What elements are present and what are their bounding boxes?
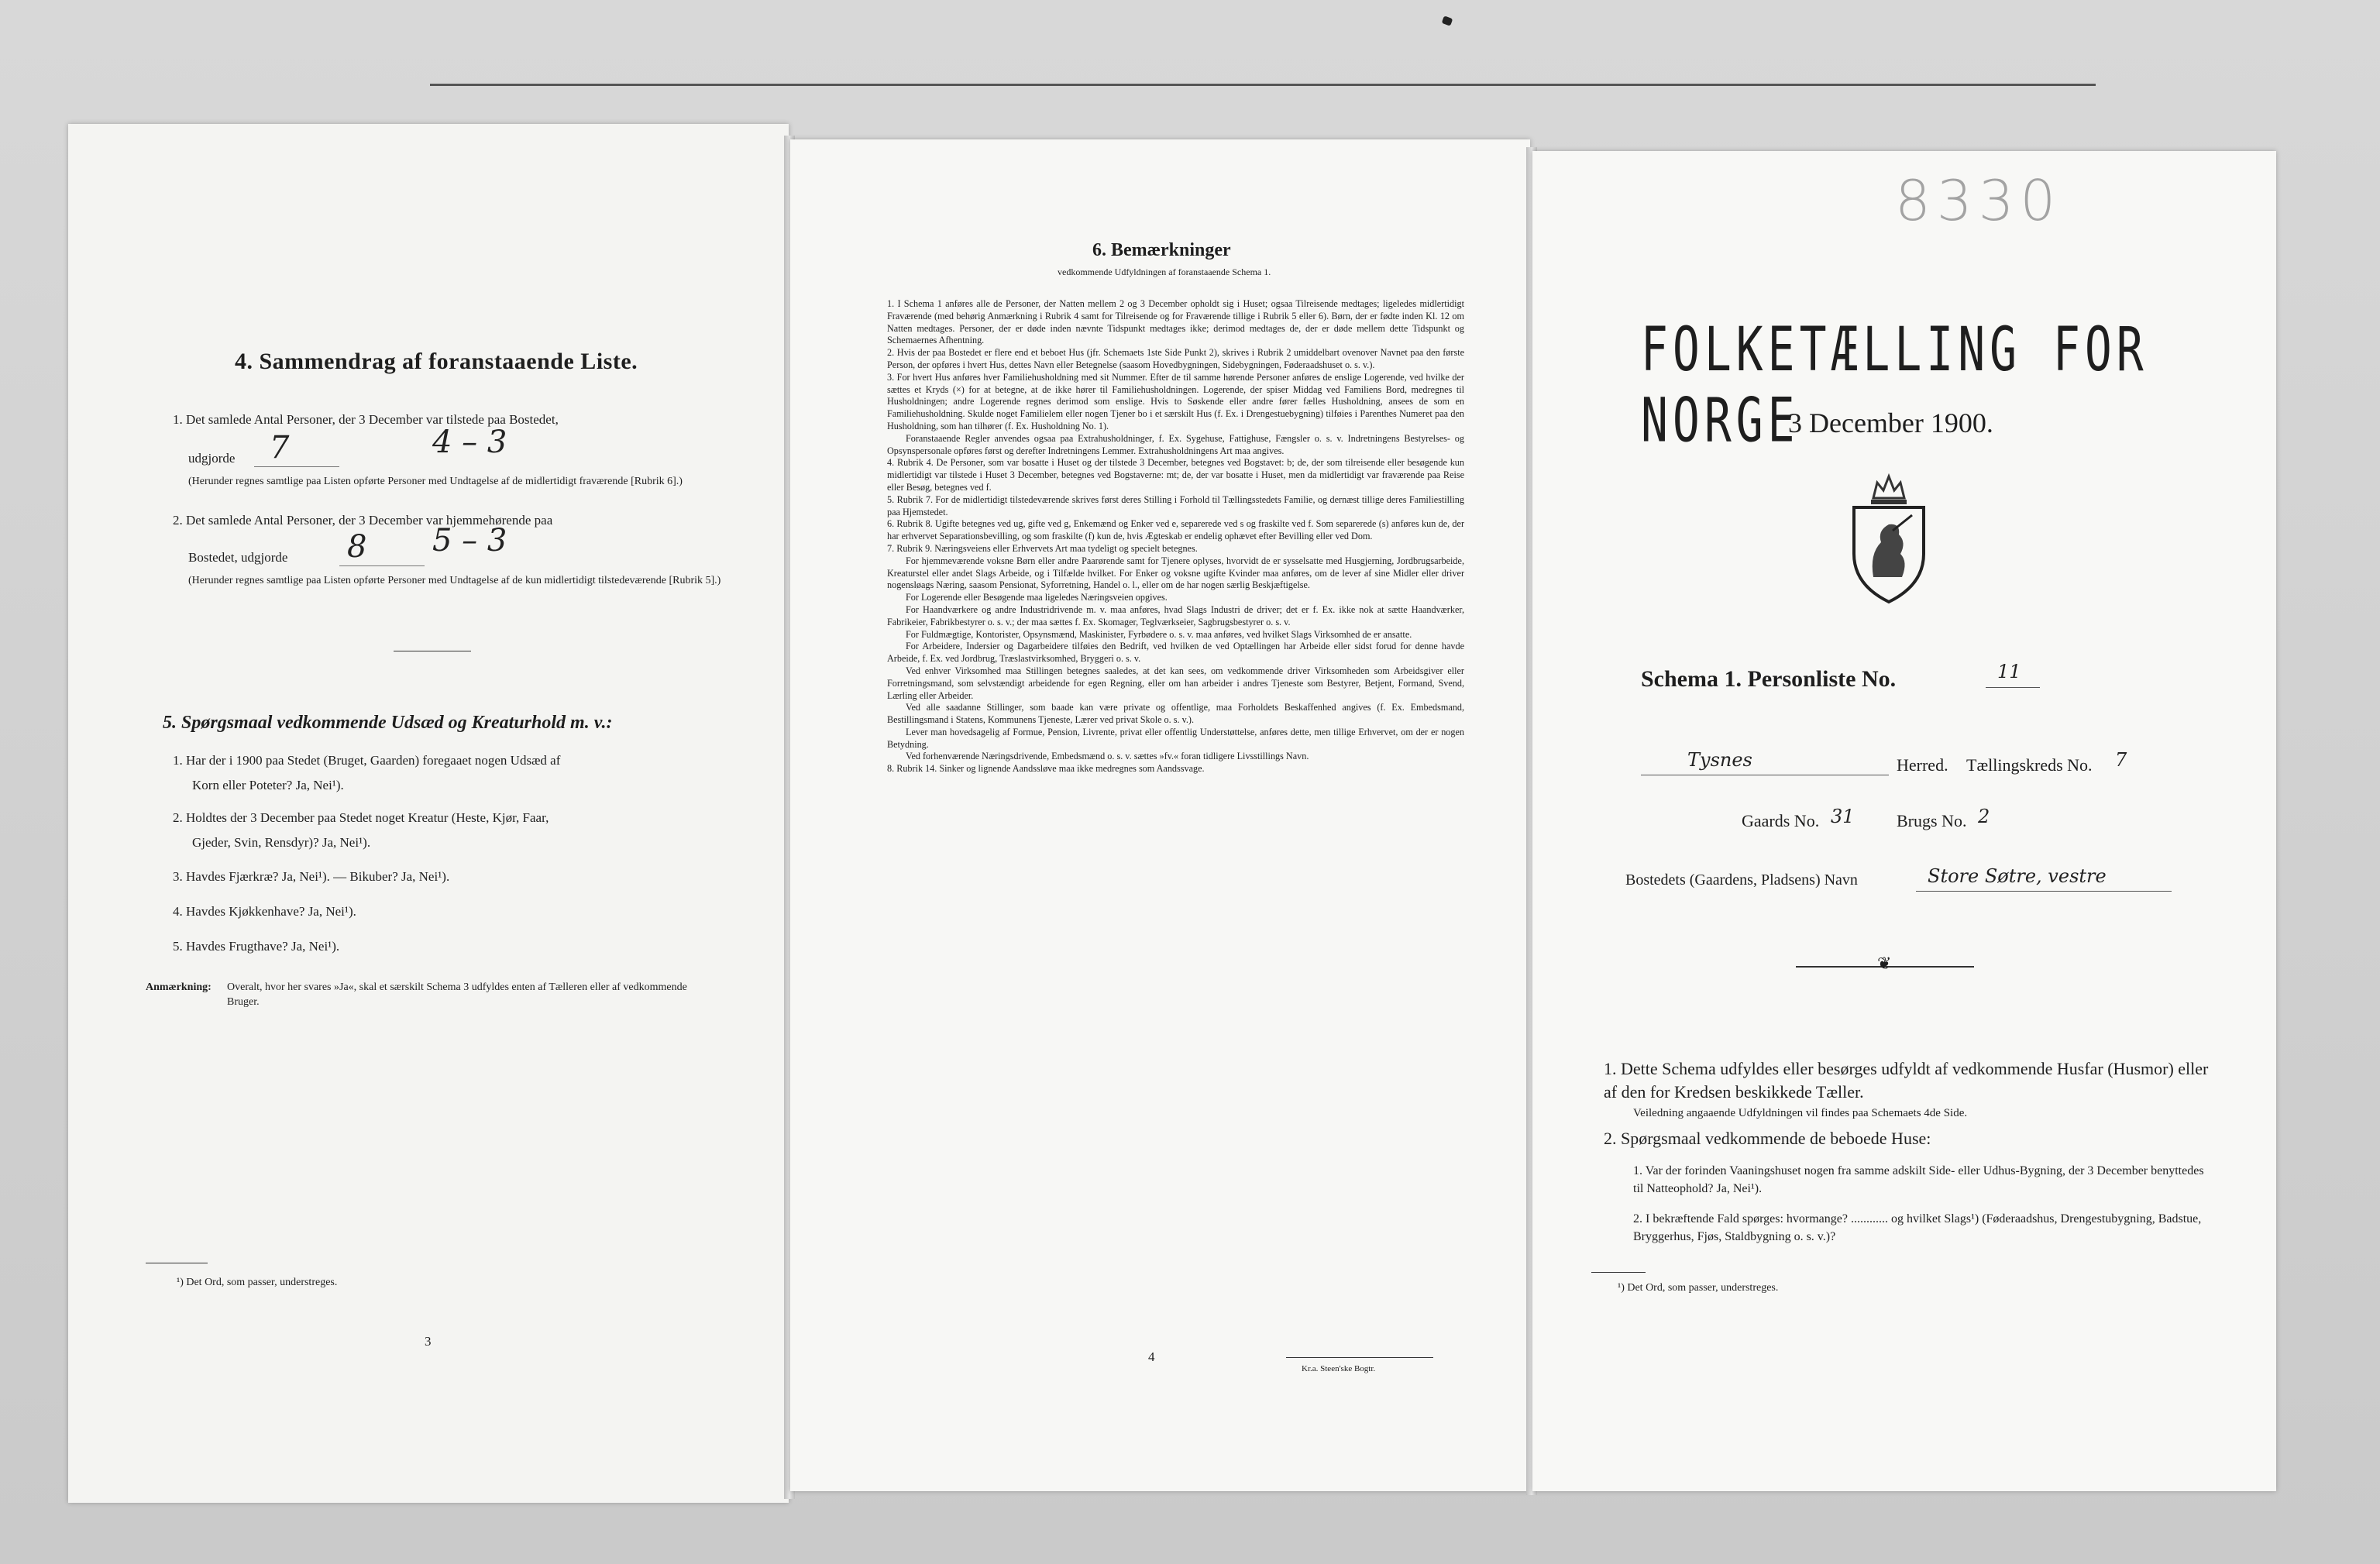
brugs-label: Brugs No.	[1897, 811, 1967, 830]
item2-text: 2. Det samlede Antal Personer, der 3 December var hjemmehørende paa	[173, 513, 553, 528]
left-page	[68, 124, 789, 1503]
page-number: 4	[1148, 1349, 1155, 1364]
remark-6: 6. Rubrik 8. Ugifte betegnes ved ug, gifte ved g, Enkemænd og Enker ved e, separerede ved s og fraskilte ved f. Som separerede (s) anføres kun de, der har erhvervet Separationsbevilling, og som fraskilte (f) kun de, hvis Ægteskab er endelig ophævet efter Bevilling eller ved Dom.	[887, 518, 1464, 542]
remark-7e: For Arbeidere, Indersier og Dagarbeidere tilføies den Bedrift, ved hvilken de ved Optællingen har Arbeide eller sidst forud for denne havde Arbeide, f. Ex. ved Jordbrug, Træslastvirksomhed, Bryggeri o. s. v.	[887, 641, 1464, 665]
item1-prefix: udgjorde	[188, 451, 236, 466]
q2-line-a: 2. Holdtes der 3 December paa Stedet noget Kreatur (Heste, Kjør, Faar,	[173, 810, 549, 825]
item1-note: (Herunder regnes samtlige paa Listen opførte Personer med Undtagelse af de midlertidigt fraværende [Rubrik 6].)	[188, 476, 683, 487]
item2-hand: 5 – 3	[432, 523, 507, 559]
remark-7f: Ved enhver Virksomhed maa Stillingen betegnes saaledes, at det kan sees, om vedkommende driver Virksomheden som Arbeidsgiver eller Forretningsmand, som selvstændigt arbeidende for egen Regning, eller om han arbeider i andres Tjeneste som Bestyrer, Betjent, Formand, Svend, Lærling eller Arbeider.	[887, 665, 1464, 701]
q5-line: 5. Havdes Frugthave? Ja, Nei¹).	[173, 939, 340, 954]
remark-7a: For hjemmeværende voksne Børn eller andre Paarørende samt for Tjenere oplyses, hvorvidt de er sysselsatte med Husgjerning, Jordbrugsarbeide, Kreaturstel eller andet Slags Arbeide, og i Tilfælde hvilket. For Enker og voksne ugifte Kvinder maa anføres, om de lever af sine Midler eller driver nogensløags Næring, saasom Pensionat, Syforretning, Handel o. l., eller om de har nogen særlig Beskjæftigelse.	[887, 555, 1464, 591]
ornament-icon: ❦	[1877, 954, 1892, 973]
remark-label: Anmærkning:	[146, 981, 212, 993]
item1-text: 1. Det samlede Antal Personer, der 3 December var tilstede paa Bostedet,	[173, 412, 559, 427]
gaards-value: 31	[1831, 806, 1855, 827]
item1-dotline	[254, 466, 339, 467]
remarks-body	[887, 298, 1464, 775]
point1-guidance: Veiledning angaaende Udfyldningen vil findes paa Schemaets 4de Side.	[1633, 1107, 1968, 1119]
herred-label: Herred.	[1897, 755, 1948, 775]
gaards-label: Gaards No.	[1742, 811, 1820, 830]
remark-7: 7. Rubrik 9. Næringsveiens eller Erhvervets Art maa tydeligt og specielt betegnes.	[887, 542, 1198, 554]
remark-7h: Lever man hovedsagelig af Formue, Pension, Livrente, privat eller offentlig Understøttelse, anføres dette, men tillige Erhvervet, om der er nogen Betydning.	[887, 726, 1464, 750]
item1-value: 7	[270, 430, 290, 466]
personliste-number: 11	[1997, 661, 2021, 682]
remark-1: 1. I Schema 1 anføres alle de Personer, der Natten mellem 2 og 3 December opholdt sig i Huset; ogsaa Tilreisende medtages; ligeledes midlertidigt Fraværende (med behørig Anmærkning i Rubrik 4 samt for Tilreisende og for Fraværende tillige i Rubrik 5 eller 6). Børn, der er fødte inden Kl. 12 om Natten medtages. Personer, der er døde inden nævnte Tidspunkt medtages ikke; derimod medtages de, der er døde mellem dette Tidspunkt og Schemaernes Afhentning.	[887, 298, 1464, 346]
item2-note: (Herunder regnes samtlige paa Listen opførte Personer med Undtagelse af de kun midlertidigt tilstedeværende [Rubrik 5].)	[188, 575, 721, 586]
remark-3b: Foranstaaende Regler anvendes ogsaa paa Extrahusholdninger, f. Ex. Sygehuse, Fattighuse, Fængsler o. s. v. Indretningens Bestyrelses- og Opsynspersonale opføres først og derefter Indretningens Lemmer. Extrahusholdningens Art maa angives.	[887, 432, 1464, 456]
remark-7d: For Fuldmægtige, Kontorister, Opsynsmænd, Maskinister, Fyrbødere o. s. v. maa anføres, ved hvilket Slags Virksomhed de er ansatte.	[906, 628, 1412, 640]
point2-1: 1. Var der forinden Vaaningshuset nogen fra samme adskilt Side- eller Udhus-Bygning, der 3 December benyttedes til Natteophold? Ja, Nei¹).	[1633, 1164, 2204, 1195]
footnote: ¹) Det Ord, som passer, understreges.	[1618, 1282, 1779, 1294]
remark-7c: For Haandværkere og andre Industridrivende m. v. maa anføres, hvad Slags Industri de driver; det er f. Ex. ikke nok at sætte Haandværker, Fabrikeier, Fabrikbestyrer o. s. v.; der maa sættes f. Ex. Skomager, Teglværkseier, Sagbrugsbestyrer o. s. v.	[887, 603, 1464, 627]
q4-line: 4. Havdes Kjøkkenhave? Ja, Nei¹).	[173, 904, 356, 919]
section4-title: 4. Sammendrag af foranstaaende Liste.	[235, 349, 638, 374]
remark-5: 5. Rubrik 7. For de midlertidigt tilstedeværende skrives først deres Stilling i Forhold til Tællingsstedets Familie, og dernæst tillige deres Familiestilling paa Hjemstedet.	[887, 493, 1464, 517]
page-number: 3	[425, 1334, 432, 1349]
kreds-value: 7	[2115, 749, 2127, 771]
q1-line-b: Korn eller Poteter? Ja, Nei¹).	[192, 778, 344, 792]
top-edge-line	[430, 84, 2096, 86]
middle-page	[790, 139, 1530, 1491]
schema-label: Schema 1. Personliste No.	[1641, 666, 1897, 692]
herred-value: Tysnes	[1687, 749, 1752, 771]
item2-value: 8	[347, 529, 367, 565]
item2-dotline	[339, 565, 425, 566]
footnote-rule	[1591, 1272, 1646, 1273]
point2-2: 2. I bekræftende Fald spørges: hvormange? ............ og hvilket Slags¹) (Føderaadshus, Drengestubygning, Badstue, Bryggerhus, Fjøs, Staldbygning o. s. v.)?	[1633, 1212, 2202, 1243]
remark-7b: For Logerende eller Besøgende maa ligeledes Næringsveien opgives.	[906, 592, 1168, 603]
archive-number: 8330	[1895, 168, 2062, 233]
item1-hand: 4 – 3	[432, 425, 507, 460]
census-title: FOLKETÆLLING FOR NORGE	[1641, 314, 2148, 456]
remarks-title: 6. Bemærkninger	[1092, 240, 1231, 260]
item2-prefix: Bostedet, udgjorde	[188, 550, 288, 565]
section5-title: 5. Spørgsmaal vedkommende Udsæd og Kreaturhold m. v.:	[163, 713, 613, 733]
remark-3: 3. For hvert Hus anføres hver Familiehusholdning med sit Nummer. Efter de til samme hørende Personer anføres de enslige Logerende, ved hvilke der sættes et Kryds (×) for at betegne, at de ikke hører til Familiehusholdningen. Logerende, der spiser Middag ved Familiens Bord, medregnes til Husholdningen; andre Logerende regnes derimod som enslige. Hvis to Søskende eller andre fører fælles Husholdning, ansees de som en Familiehusholdning. Skulde noget Familielem eller nogen Tjener bo i et særskilt Hus (f. Ex. i Drengestuebygning) tilføies i Parenthes Numeret paa den Husholdning, som han tilhører (f. Ex. Husholdning No. 1).	[887, 371, 1464, 431]
remark-2: 2. Hvis der paa Bostedet er flere end et beboet Hus (jfr. Schemaets 1ste Side Punkt 2), skrives i Rubrik 2 umiddelbart ovenover Navnet paa den første Person, der opføres i hvert Hus, dettes Navn eller Betegnelse (saasom Hovedbygningen, Sidebygningen, Føderaadshuset o. s. v.).	[887, 347, 1464, 370]
schema-dotline	[1986, 687, 2040, 688]
remarks-subtitle: vedkommende Udfyldningen af foranstaaende Schema 1.	[1058, 266, 1271, 277]
q1-line-a: 1. Har der i 1900 paa Stedet (Bruget, Gaarden) foregaaet nogen Udsæd af	[173, 753, 561, 768]
remark-7g: Ved alle saadanne Stillinger, som baade kan være private og offentlige, maa Forholdets Beskaffenhed angives (f. Ex. Embedsmand, Bestillingsmand i Statens, Kommunens Tjeneste, Lærer ved privat Skole o. s. v.).	[887, 702, 1464, 726]
remark-4: 4. Rubrik 4. De Personer, som var bosatte i Huset og der tilstede 3 December, betegnes ved Bogstavet: b; de, der som tilreisende eller besøgende kun midlertidigt var tilstede i Huset 3 December, betegnes ved Bogstaverne: mt; de, der var bosatte i Huset, men da midlertidigt var fraværende paa Reise eller Besøg, betegnes ved f.	[887, 457, 1464, 493]
bosted-value: Store Søtre, vestre	[1928, 865, 2107, 887]
q2-line-b: Gjeder, Svin, Rensdyr)? Ja, Nei¹).	[192, 835, 371, 850]
q3-line: 3. Havdes Fjærkræ? Ja, Nei¹). — Bikuber? Ja, Nei¹).	[173, 869, 450, 884]
printer-imprint: Kr.a. Steen'ske Bogtr.	[1302, 1364, 1376, 1373]
point2-text: 2. Spørgsmaal vedkommende de beboede Huse:	[1604, 1129, 1931, 1148]
remark-text: Overalt, hvor her svares »Ja«, skal et særskilt Schema 3 udfyldes enten af Tælleren eller af vedkommende Bruger.	[227, 981, 687, 1008]
footnote: ¹) Det Ord, som passer, understreges.	[177, 1277, 338, 1288]
kreds-label: Tællingskreds No.	[1966, 755, 2093, 775]
right-page	[1532, 151, 2276, 1491]
remark-8: 8. Rubrik 14. Sinker og lignende Aandssløve maa ikke medregnes som Aandssvage.	[887, 763, 1205, 775]
norway-coat-of-arms-icon	[1846, 469, 1931, 608]
bosted-dotline	[1916, 891, 2172, 892]
point1-text: 1. Dette Schema udfyldes eller besørges udfyldt af vedkommende Husfar (Husmor) eller af den for Kredsen beskikkede Tæller.	[1604, 1059, 2209, 1102]
bosted-label: Bostedets (Gaardens, Pladsens) Navn	[1625, 871, 1858, 889]
brugs-value: 2	[1978, 806, 1990, 827]
census-date: 3 December 1900.	[1788, 407, 1993, 438]
remark-7i: Ved forhenværende Næringsdrivende, Embedsmænd o. s. v. sættes »fv.« foran tidligere Livsstillings Navn.	[906, 751, 1309, 762]
printer-rule	[1286, 1357, 1433, 1358]
